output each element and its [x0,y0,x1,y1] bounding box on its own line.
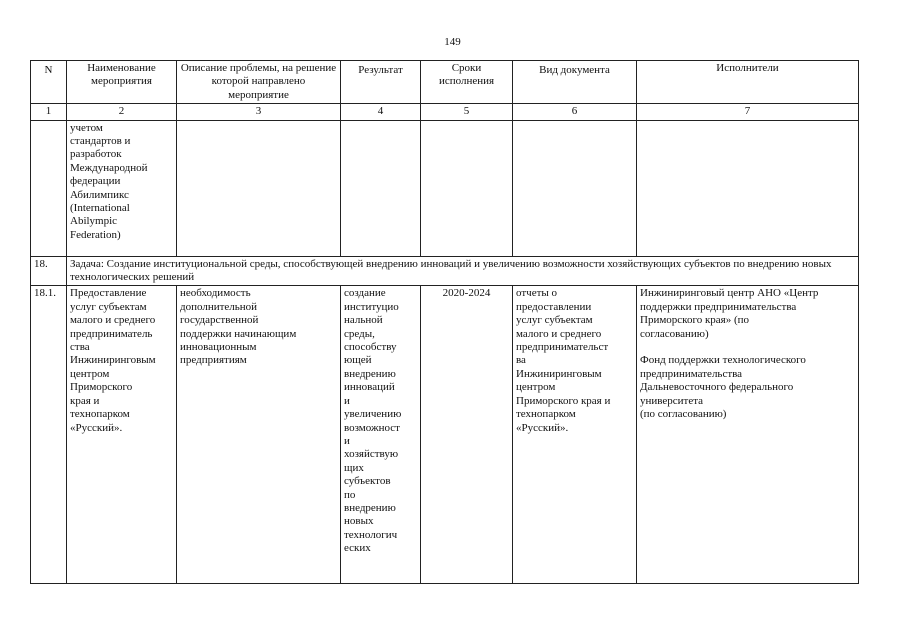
header-row [31,61,859,104]
page-number: 149 [444,36,461,48]
column-number: 3 [177,104,341,120]
continuation-result-cell [341,120,421,256]
item-result-text: создание институцио нальной среды, способству ющей внедрению инноваций и увеличению возможност и хозяйствую щих субъектов по внедрению новых технологич еских [344,287,402,555]
column-number: 4 [341,104,421,120]
item-executors-text: Инжиниринговый центр АНО «Центр поддержки предпринимательства Приморского края» (по согласованию) Фонд поддержки технологического предпринимательства Дальневосточного федерального университета (по согласованию) [640,287,819,421]
continuation-doc-cell [513,120,637,256]
column-numbers-row [31,104,859,120]
item-doc-cell [513,286,637,584]
item-problem-cell [177,286,341,584]
action-plan-table [30,60,859,584]
column-number: 5 [421,104,513,120]
continuation-name-cell [67,120,177,256]
item-name-text: Предоставление услуг субъектам малого и среднего предприниматель ства Инжиниринговым центром Приморского края и технопарком «Русский». [70,287,156,434]
column-number: 2 [67,104,177,120]
task-row [31,256,859,286]
continuation-period-cell [421,120,513,256]
header-result: Результат [341,61,421,104]
item-period-cell [421,286,513,584]
continuation-executors-cell [637,120,859,256]
item-row [31,286,859,584]
continuation-name-text: учетом стандартов и разработок Международной федерации Абилимпикс (International Abilympic Federation) [70,121,148,241]
header-deadlines: Сроки исполнения [421,61,513,104]
header-executors: Исполнители [637,61,859,104]
task-number: 18. [31,256,67,286]
task-text: Задача: Создание институциональной среды, способствующей внедрению инноваций и увеличению возможности хозяйствующих субъектов по внедрению новых технологических решений [67,256,859,286]
column-number: 7 [637,104,859,120]
header-event-name: Наименование мероприятия [67,61,177,104]
item-doc-text: отчеты о предоставлении услуг субъектам малого и среднего предпринимательст ва Инжиниринговым центром Приморского края и технопарком «Русский». [516,287,611,434]
continuation-row [31,120,859,256]
item-period-text: 2020-2024 [442,287,491,300]
item-name-cell [67,286,177,584]
item-problem-text: необходимость дополнительной государственной поддержки начинающим инновационным предприятиям [180,287,297,367]
header-problem-description: Описание проблемы, на решение которой направлено мероприятие [177,61,341,104]
continuation-number-cell [31,120,67,256]
item-result-cell [341,286,421,584]
item-number: 18.1. [31,286,67,584]
item-executors-cell [637,286,859,584]
header-document-type: Вид документа [513,61,637,104]
column-number: 6 [513,104,637,120]
column-number: 1 [31,104,67,120]
header-number: N [31,61,67,104]
continuation-problem-cell [177,120,341,256]
